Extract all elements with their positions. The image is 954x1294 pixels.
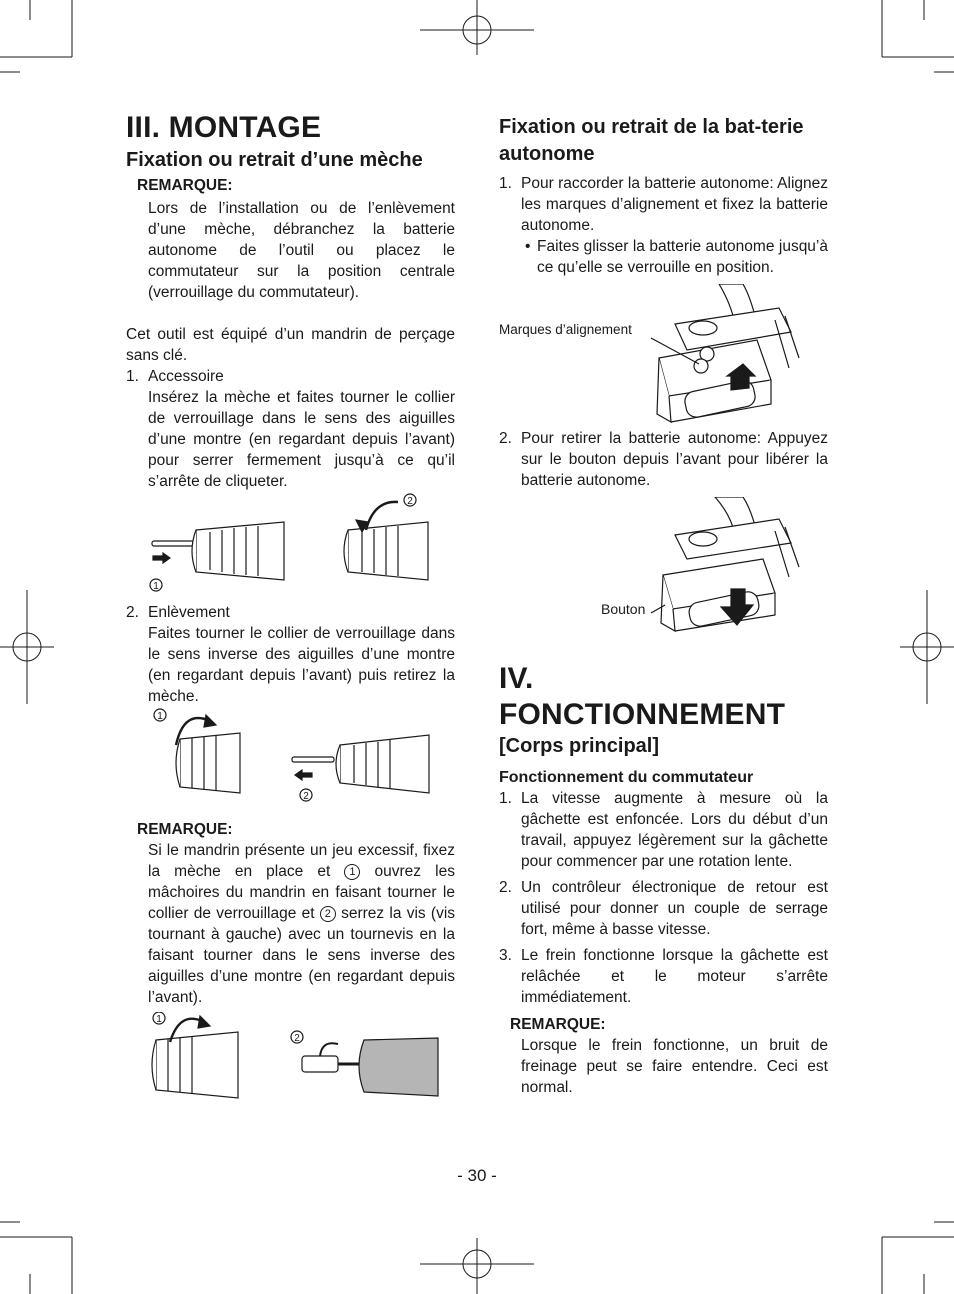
intro-text: Cet outil est équipé d’un mandrin de perçage sans clé.: [126, 326, 455, 364]
chuck-remove-illustration: [126, 707, 455, 819]
note-text: [148, 840, 455, 1008]
subtitle-batterie: Fixation ou retrait de la bat-terie autonome: [499, 116, 804, 165]
note-title: REMARQUE:: [510, 1016, 606, 1033]
step-number: 2.: [126, 604, 139, 621]
svg-text:2: 2: [303, 791, 309, 802]
op-number: 3.: [499, 947, 512, 964]
step-text: Pour retirer la batterie autonome: Appuyez sur le bouton depuis l’avant pour libérer la batterie autonome.: [521, 430, 828, 489]
op-number: 2.: [499, 879, 512, 896]
note-title: REMARQUE:: [137, 177, 233, 194]
step-text: Pour raccorder la batterie autonome: Alignez les marques d’alignement et fixez la batterie autonome.: [521, 175, 828, 234]
op-item-1: [499, 788, 828, 872]
step-title: Accessoire: [148, 368, 224, 385]
note-text: Lors de l’installation ou de l’enlèvement d’une mèche, débranchez la batterie autonome de l’outil ou placez le commutateur sur la position centrale (verrouillage du commutateur).: [148, 200, 455, 301]
step-title: Enlèvement: [148, 604, 230, 621]
circled-number-1: 1: [344, 864, 360, 880]
right-column: [499, 114, 828, 1098]
step-enlevement: [126, 602, 455, 707]
left-column: [126, 110, 455, 1112]
step-number: 2.: [499, 430, 512, 447]
section-title-montage: III. MONTAGE: [126, 111, 322, 144]
section-title-fonctionnement: IV. FONCTIONNEMENT: [499, 662, 786, 731]
step-number: 1.: [499, 175, 512, 192]
note-title: REMARQUE:: [137, 821, 233, 838]
subtitle-fixation-meche: Fixation ou retrait d’une mèche: [126, 149, 423, 171]
step-number: 1.: [126, 368, 139, 385]
step-text: Insérez la mèche et faites tourner le collier de verrouillage dans le sens des aiguilles d’une montre (en regardant depuis l’avant) pour serrer fermement jusqu’à ce qu’il s’arrête de cliqueter.: [148, 389, 455, 490]
figure-remove-bit: [126, 707, 455, 819]
figure-insert-bit: [126, 492, 455, 602]
svg-text:1: 1: [157, 711, 163, 722]
figure-screw: [126, 1012, 455, 1112]
note-text-part: ouvrez les mâchoires du mandrin en faisant tourner le collier de verrouillage et: [148, 863, 455, 922]
op-text: La vitesse augmente à mesure où la gâchette est enfoncée. Lors du début d’un travail, appuyez légèrement sur la gâchette pour commencer par une rotation lente.: [521, 790, 828, 870]
op-item-2: [499, 877, 828, 940]
bullet-glisser: [499, 236, 828, 278]
step-raccorder: [499, 173, 828, 236]
chuck-screw-illustration: [126, 1012, 455, 1112]
bullet-text: Faites glisser la batterie autonome jusqu’à ce qu’elle se verrouille en position.: [537, 238, 828, 276]
page-number: - 30 -: [457, 1166, 497, 1185]
op-text: Le frein fonctionne lorsque la gâchette est relâchée et le moteur s’arrête immédiatement.: [521, 947, 828, 1006]
op-item-3: [499, 945, 828, 1008]
step-retirer: [499, 428, 828, 491]
bullet-dot: •: [525, 238, 531, 255]
note-text-part: serrez la vis (vis tournant à gauche) avec un tournevis en la faisant tourner dans le sens inverse des aiguilles d’une montre (en regardant depuis l’avant).: [148, 905, 456, 1006]
battery-remove-illustration: [499, 497, 828, 637]
label-alignment-marks: Marques d’alignement: [499, 322, 632, 337]
svg-text:2: 2: [294, 1033, 300, 1044]
circled-number-2: 2: [320, 906, 336, 922]
note-text: Lorsque le frein fonctionne, un bruit de freinage peut se faire entendre. Ceci est normal.: [521, 1037, 828, 1096]
note-text-part: Si le mandrin présente un jeu excessif, fixez la mèche en place et: [148, 842, 455, 880]
step-text: Faites tourner le collier de verrouillage dans le sens inverse des aiguilles d’une montre (en regardant depuis l’avant) puis retirez la mèche.: [148, 625, 455, 705]
callout-2: 2: [407, 496, 413, 507]
op-text: Un contrôleur électronique de retour est utilisé pour donner un couple de serrage fort, même à basse vitesse.: [521, 879, 828, 938]
figure-battery-remove: [499, 497, 828, 637]
svg-text:1: 1: [156, 1014, 162, 1025]
callout-1: 1: [153, 581, 159, 592]
battery-attach-illustration: [499, 284, 828, 434]
label-button: Bouton: [601, 601, 646, 617]
figure-battery-attach: [499, 284, 828, 434]
subtitle-corps-principal: [Corps principal]: [499, 735, 660, 757]
step-accessoire: [126, 366, 455, 492]
op-number: 1.: [499, 790, 512, 807]
subtitle-commutateur: Fonctionnement du commutateur: [499, 769, 754, 786]
chuck-insert-illustration: [126, 492, 455, 602]
